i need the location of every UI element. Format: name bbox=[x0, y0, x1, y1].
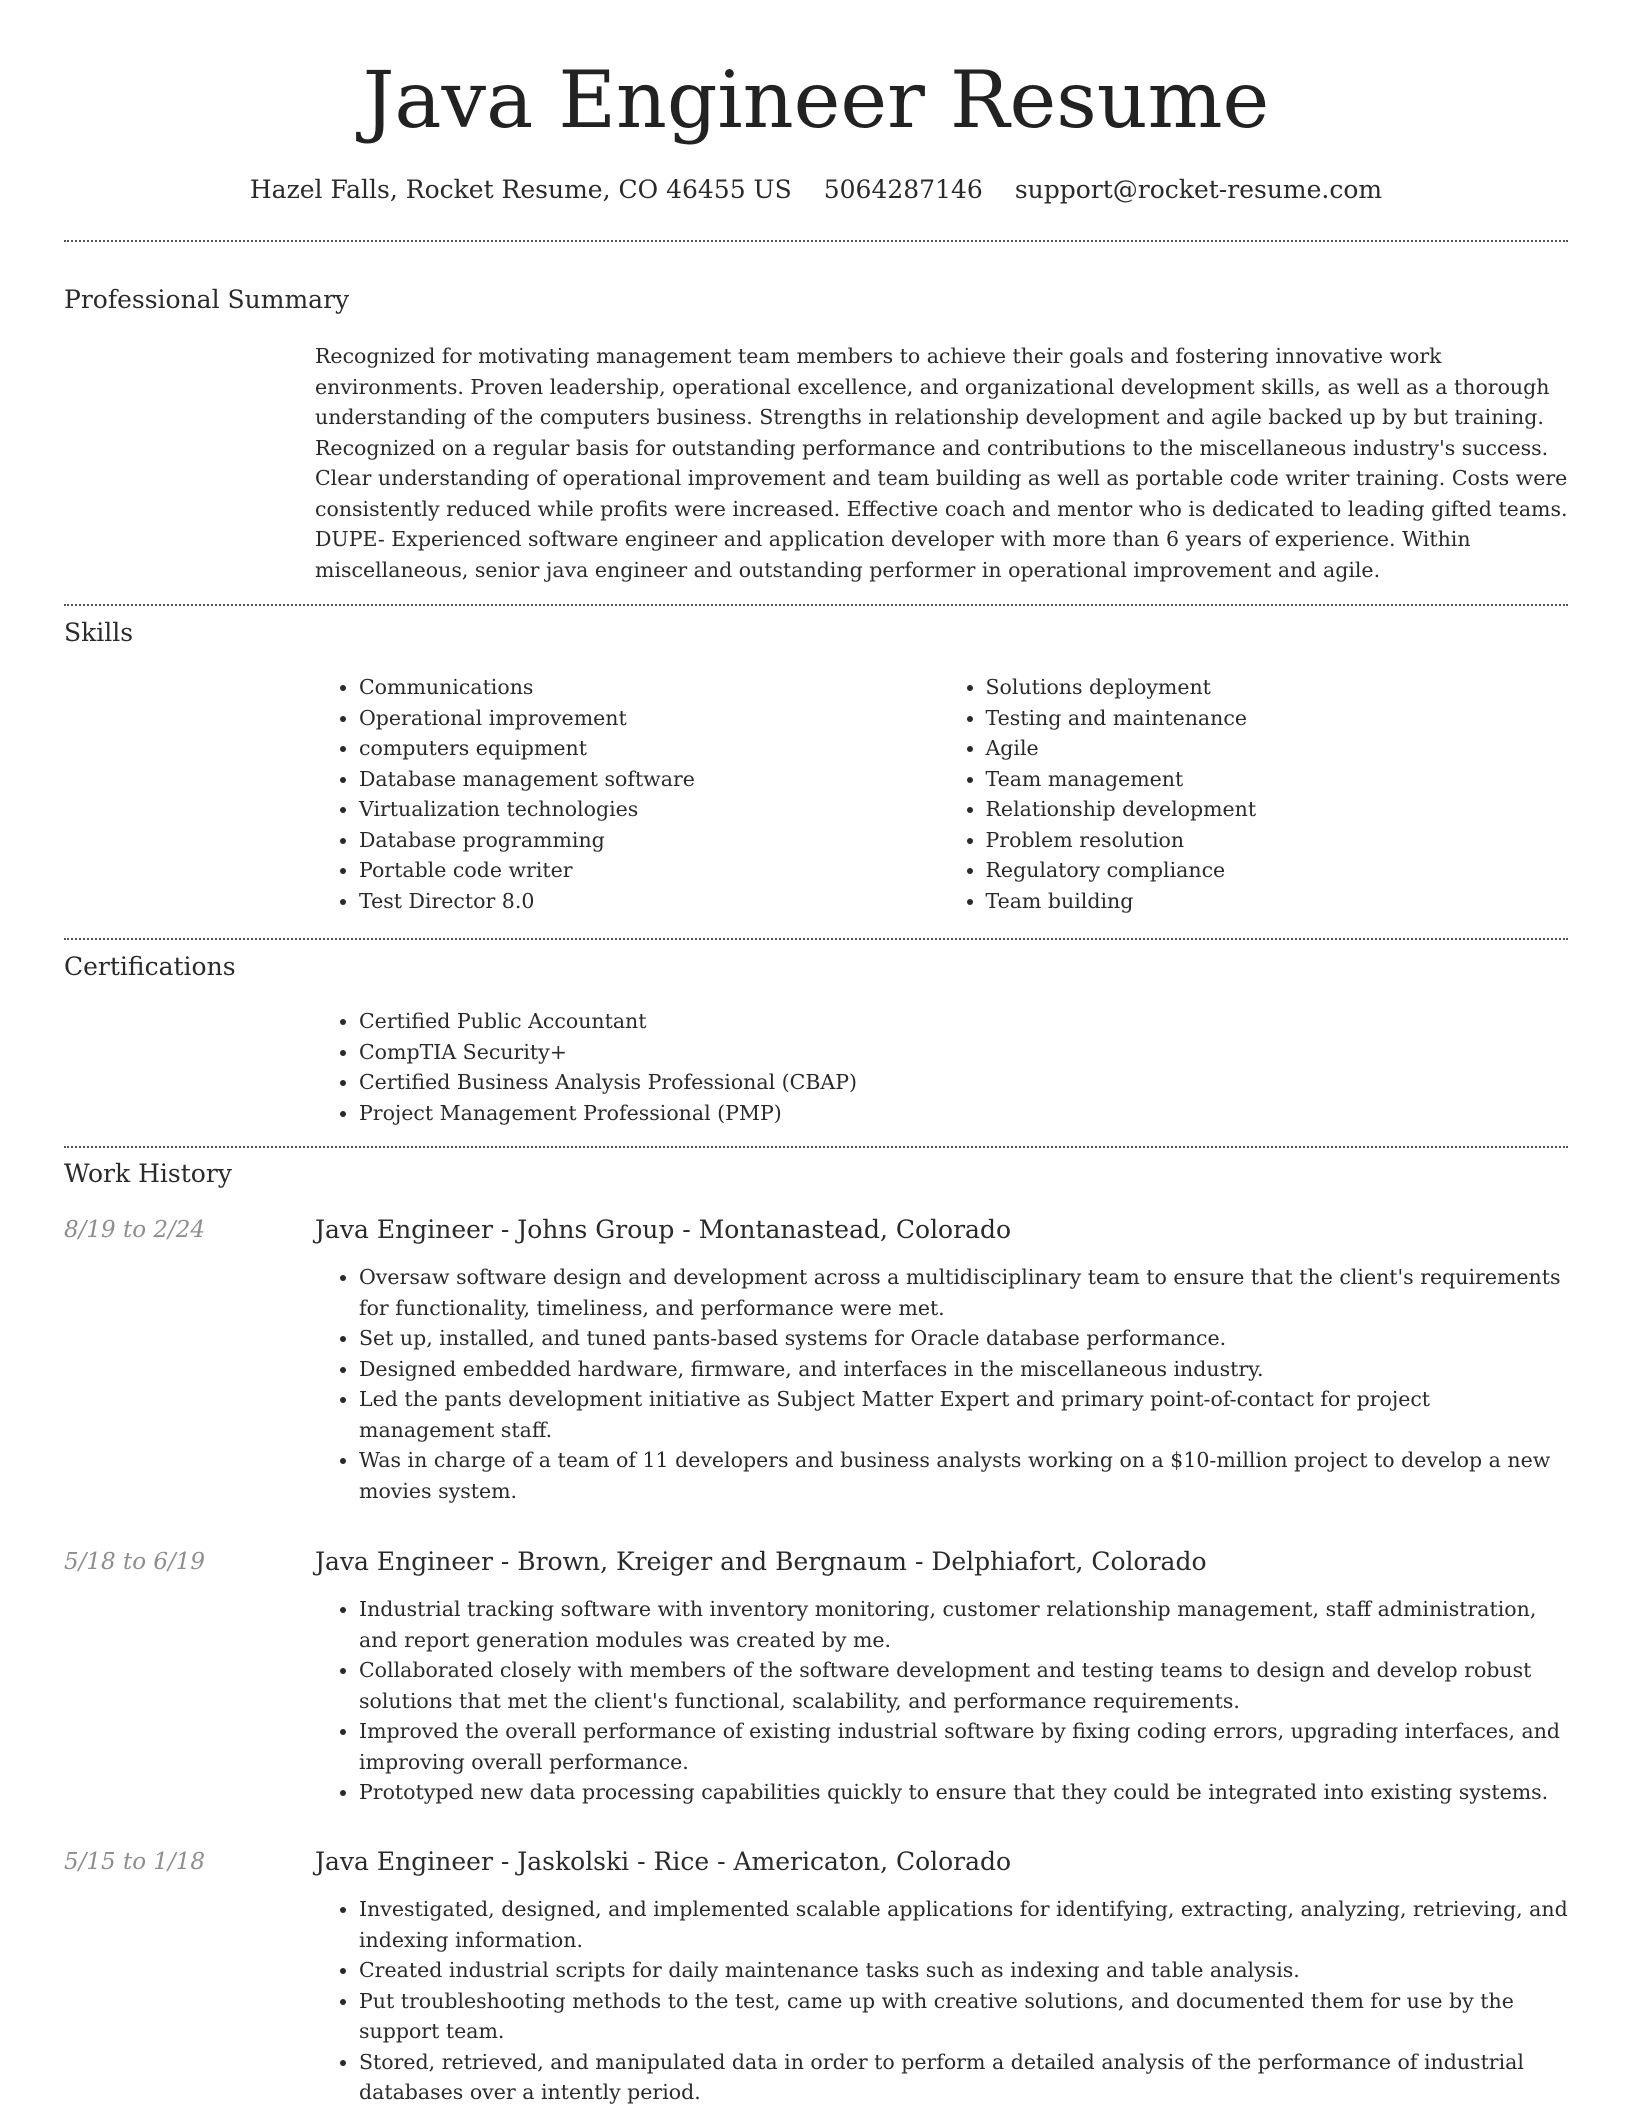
job-bullet-list bbox=[315, 1894, 1568, 2108]
skill-item: • Test Director 8.0 bbox=[359, 886, 942, 917]
job-bullet: • Industrial tracking software with inventory monitoring, customer relationship management, staff administration, and report generation modules was created by me. bbox=[359, 1594, 1568, 1655]
work-history-heading: Work History bbox=[64, 1159, 232, 1188]
job-title: Java Engineer - Johns Group - Montanastead, Colorado bbox=[315, 1215, 1012, 1244]
certification-item: • Certified Public Accountant bbox=[359, 1006, 1568, 1037]
skill-item: • Regulatory compliance bbox=[986, 855, 1569, 886]
skill-item: • Team management bbox=[986, 764, 1569, 795]
skill-item: • computers equipment bbox=[359, 733, 942, 764]
divider bbox=[64, 240, 1568, 242]
contact-email[interactable]: support@rocket-resume.com bbox=[1014, 175, 1383, 204]
certification-item: • CompTIA Security+ bbox=[359, 1037, 1568, 1068]
job-bullet: • Was in charge of a team of 11 developers and business analysts working on a $10-million project to develop a new movies system. bbox=[359, 1445, 1568, 1506]
skill-item: • Operational improvement bbox=[359, 703, 942, 734]
resume-title: Java Engineer Resume bbox=[362, 54, 1270, 146]
contact-line bbox=[64, 170, 1568, 210]
divider bbox=[64, 938, 1568, 940]
divider bbox=[64, 1146, 1568, 1148]
skill-item: • Portable code writer bbox=[359, 855, 942, 886]
job-bullet: • Investigated, designed, and implemented scalable applications for identifying, extracting, analyzing, retrieving, and indexing information. bbox=[359, 1894, 1568, 1955]
certifications-section bbox=[315, 1006, 1568, 1128]
skills-heading: Skills bbox=[64, 618, 134, 647]
certification-item: • Project Management Professional (PMP) bbox=[359, 1098, 1568, 1129]
job-title: Java Engineer - Brown, Kreiger and Bergnaum - Delphiafort, Colorado bbox=[315, 1547, 1207, 1576]
skill-item: • Team building bbox=[986, 886, 1569, 917]
divider bbox=[64, 604, 1568, 606]
summary-section bbox=[315, 341, 1568, 585]
job-bullet: • Prototyped new data processing capabilities quickly to ensure that they could be integrated into existing systems. bbox=[359, 1777, 1568, 1808]
summary-heading: Professional Summary bbox=[64, 285, 350, 314]
skill-item: • Database management software bbox=[359, 764, 942, 795]
job-bullet: • Oversaw software design and development across a multidisciplinary team to ensure that the client's requirements for functionality, timeliness, and performance were met. bbox=[359, 1262, 1568, 1323]
job-bullet: • Improved the overall performance of existing industrial software by fixing coding errors, upgrading interfaces, and improving overall performance. bbox=[359, 1716, 1568, 1777]
job-bullet: • Designed embedded hardware, firmware, and interfaces in the miscellaneous industry. bbox=[359, 1354, 1568, 1385]
skills-section bbox=[315, 672, 1568, 916]
summary-text: Recognized for motivating management team members to achieve their goals and fostering innovative work environments. Proven leadership, operational excellence, and organizational development skills, as well as a thorough understanding of the computers business. Strengths in relationship development and agile backed up by but training. Recognized on a regular basis for outstanding performance and contributions to the miscellaneous industry's success. Clear understanding of operational improvement and team building as well as portable code writer training. Costs were consistently reduced while profits were increased. Effective coach and mentor who is dedicated to leading gifted teams. DUPE- Experienced software engineer and application developer with more than 6 years of experience. Within miscellaneous, senior java engineer and outstanding performer in operational improvement and agile. bbox=[315, 344, 1568, 582]
skill-item: • Virtualization technologies bbox=[359, 794, 942, 825]
skills-list-left bbox=[315, 672, 942, 916]
job-bullet: • Created industrial scripts for daily maintenance tasks such as indexing and table analysis. bbox=[359, 1955, 1568, 1986]
job-dates: 8/19 to 2/24 bbox=[64, 1217, 206, 1243]
skill-item: • Relationship development bbox=[986, 794, 1569, 825]
job-bullet: • Set up, installed, and tuned pants-based systems for Oracle database performance. bbox=[359, 1323, 1568, 1354]
skill-item: • Problem resolution bbox=[986, 825, 1569, 856]
certifications-heading: Certifications bbox=[64, 952, 236, 981]
job-bullet: • Stored, retrieved, and manipulated data in order to perform a detailed analysis of the performance of industrial databases over a intently period. bbox=[359, 2047, 1568, 2108]
job-dates: 5/15 to 1/18 bbox=[64, 1849, 206, 1875]
contact-address: Hazel Falls, Rocket Resume, CO 46455 US bbox=[249, 175, 792, 204]
skill-item: • Communications bbox=[359, 672, 942, 703]
job-bullet: • Collaborated closely with members of the software development and testing teams to design and develop robust solutions that met the client's functional, scalability, and performance requirements. bbox=[359, 1655, 1568, 1716]
skill-item: • Agile bbox=[986, 733, 1569, 764]
job-bullet-list bbox=[315, 1262, 1568, 1506]
skill-item: • Database programming bbox=[359, 825, 942, 856]
job-bullet-list bbox=[315, 1594, 1568, 1808]
skills-list-right bbox=[942, 672, 1569, 916]
certification-item: • Certified Business Analysis Professional (CBAP) bbox=[359, 1067, 1568, 1098]
contact-phone: 5064287146 bbox=[823, 175, 983, 204]
job-dates: 5/18 to 6/19 bbox=[64, 1549, 206, 1575]
job-title: Java Engineer - Jaskolski - Rice - Americaton, Colorado bbox=[315, 1847, 1012, 1876]
job-bullet: • Led the pants development initiative as Subject Matter Expert and primary point-of-contact for project management staff. bbox=[359, 1384, 1568, 1445]
certifications-list bbox=[315, 1006, 1568, 1128]
skill-item: • Solutions deployment bbox=[986, 672, 1569, 703]
job-bullet: • Put troubleshooting methods to the test, came up with creative solutions, and documented them for use by the support team. bbox=[359, 1986, 1568, 2047]
skill-item: • Testing and maintenance bbox=[986, 703, 1569, 734]
